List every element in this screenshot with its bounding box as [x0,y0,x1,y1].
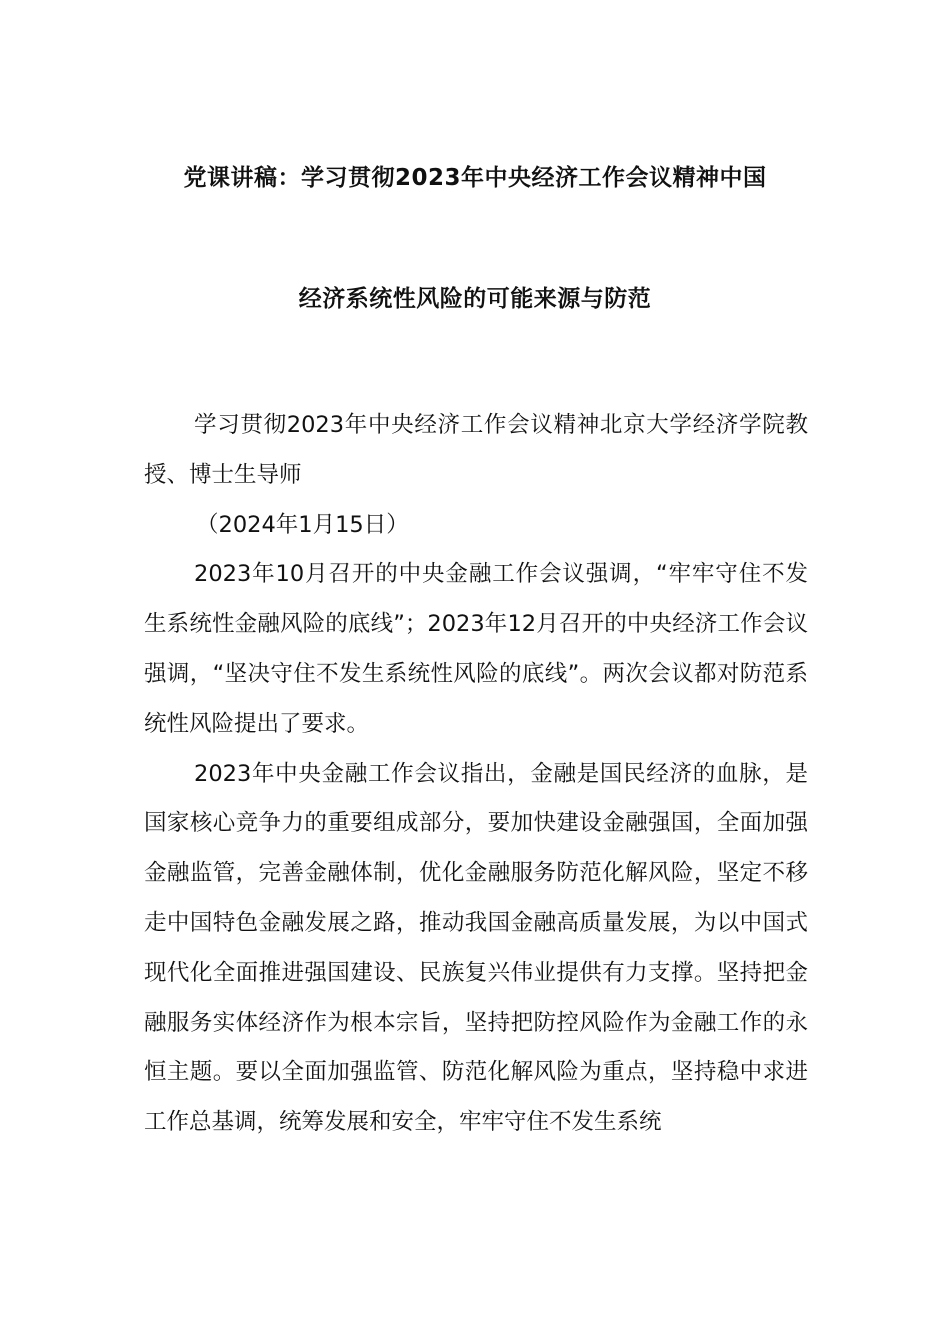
document-title-line-1: 党课讲稿：学习贯彻2023年中央经济工作会议精神中国 [183,165,767,191]
author-paragraph: 学习贯彻2023年中央经济工作会议精神北京大学经济学院教授、博士生导师 [144,412,808,488]
document-body [144,401,808,1148]
date-paragraph: （2024年1月15日） [196,511,409,538]
body-paragraph-2: 2023年中央金融工作会议指出，金融是国民经济的血脉，是国家核心竞争力的重要组成部分，要加快建设金融强国，全面加强金融监管，完善金融体制，优化金融服务防范化解风险，坚定不移走中国特色金融发展之路，推动我国金融高质量发展，为以中国式现代化全面推进强国建设、民族复兴伟业提供有力支撑。坚持把金融服务实体经济作为根本宗旨，坚持把防控风险作为金融工作的永恒主题。要以全面加强监管、防范化解风险为重点，坚持稳中求进工作总基调，统筹发展和安全，牢牢守住不发生系统 [144,760,808,1136]
body-paragraph-1: 2023年10月召开的中央金融工作会议强调，“牢牢守住不发生系统性金融风险的底线”；2023年12月召开的中央经济工作会议强调，“坚决守住不发生系统性风险的底线”。两次会议都对防范系统性风险提出了要求。 [144,561,808,737]
document-title-line-2: 经济系统性风险的可能来源与防范 [298,286,652,312]
